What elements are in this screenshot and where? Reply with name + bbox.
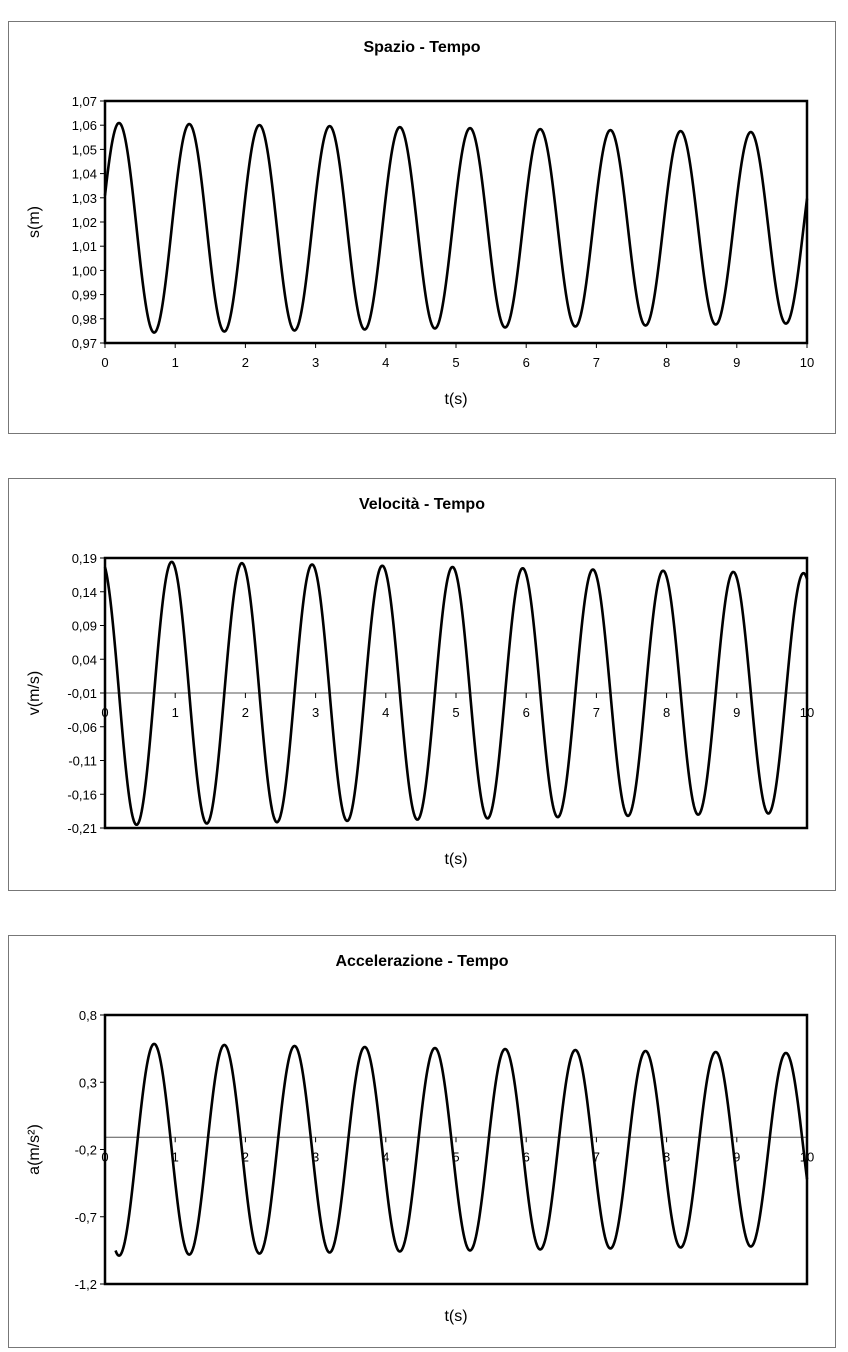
velocita-title: Velocità - Tempo [359,496,485,513]
spazio-ylabel: s(m) [26,206,43,238]
spazio-title: Spazio - Tempo [363,39,481,56]
accelerazione-ytick-label: 0,8 [78,1008,97,1023]
accelerazione-xtick-label: 7 [592,1149,601,1165]
velocita-xtick-label: 3 [311,705,320,720]
spazio-xtick-label: 1 [171,355,179,370]
accelerazione-ytick-label: -0,7 [74,1209,97,1225]
velocita-xlabel: t(s) [444,851,468,868]
spazio-ytick-label: 1,02 [71,215,97,230]
velocita-xtick-label: 5 [452,705,460,720]
accelerazione-xtick-label: 3 [311,1149,320,1165]
velocita-xtick-label: 1 [171,705,179,720]
spazio-xtick-label: 3 [311,355,320,370]
velocita-ytick-label: -0,16 [67,787,97,803]
accelerazione-xtick-label: 6 [522,1149,530,1165]
spazio-xlabel: t(s) [444,391,468,408]
velocita-ytick-label: -0,06 [67,719,97,735]
spazio-ytick-label: 0,98 [71,311,97,327]
accelerazione-title: Accelerazione - Tempo [335,953,509,970]
spazio-ytick-label: 1,06 [71,118,97,134]
spazio-xtick-label: 10 [799,355,815,370]
accelerazione-xlabel: t(s) [444,1308,468,1325]
spazio-xtick-label: 7 [592,355,601,370]
spazio-xtick-label: 0 [101,355,109,370]
velocita-xtick-label: 0 [101,705,109,720]
velocita-ytick-label: 0,04 [71,652,97,668]
chart-svg-spazio [9,22,835,433]
chart-svg-accelerazione [9,936,835,1347]
spazio-ytick-label: 0,97 [71,336,97,351]
spazio-ytick-label: 1,04 [71,166,97,182]
spazio-ytick-label: 1,05 [71,142,97,158]
chart-panel-accelerazione [8,935,836,1348]
spazio-plot-frame [105,101,807,343]
accelerazione-xtick-label: 2 [241,1149,250,1165]
spazio-xtick-label: 4 [382,355,390,370]
velocita-xtick-label: 6 [522,705,530,720]
accelerazione-xtick-label: 10 [799,1149,815,1165]
velocita-xtick-label: 8 [662,705,671,720]
accelerazione-xtick-label: 1 [171,1149,179,1165]
velocita-xtick-label: 9 [733,705,741,720]
spazio-ytick-label: 0,99 [71,287,97,303]
velocita-ytick-label: -0,11 [68,753,97,769]
velocita-ytick-label: -0,01 [67,686,97,701]
accelerazione-xtick-label: 8 [662,1149,671,1165]
spazio-xtick-label: 8 [662,355,671,370]
chart-panel-spazio [8,21,836,434]
spazio-xtick-label: 5 [452,355,460,370]
velocita-xtick-label: 10 [799,705,815,720]
accelerazione-xtick-label: 0 [101,1149,109,1165]
accelerazione-ytick-label: -0,2 [74,1142,97,1158]
chart-svg-velocita [9,479,835,890]
accelerazione-xtick-label: 4 [382,1149,390,1165]
accelerazione-xtick-label: 9 [733,1149,741,1165]
spazio-xtick-label: 2 [241,355,250,370]
velocita-ytick-label: 0,09 [71,618,97,634]
accelerazione-series-line [116,1044,807,1256]
velocita-xtick-label: 7 [592,705,601,720]
accelerazione-ytick-label: -1,2 [74,1277,97,1292]
accelerazione-ytick-label: 0,3 [78,1075,97,1091]
velocita-ylabel: v(m/s) [26,670,43,716]
velocita-xtick-label: 4 [382,705,390,720]
velocita-ytick-label: 0,14 [71,584,97,600]
spazio-xtick-label: 6 [522,355,530,370]
velocita-ytick-label: -0,21 [67,821,97,836]
accelerazione-ylabel: a(m/s²) [26,1124,43,1175]
velocita-xtick-label: 2 [241,705,250,720]
spazio-series-line [105,123,807,333]
spazio-ytick-label: 1,07 [71,94,97,109]
spazio-ytick-label: 1,00 [71,263,97,279]
spazio-ytick-label: 1,03 [71,190,97,206]
accelerazione-xtick-label: 5 [452,1149,460,1165]
spazio-ytick-label: 1,01 [71,239,97,255]
chart-panel-velocita [8,478,836,891]
spazio-xtick-label: 9 [733,355,741,370]
velocita-ytick-label: 0,19 [71,551,97,566]
